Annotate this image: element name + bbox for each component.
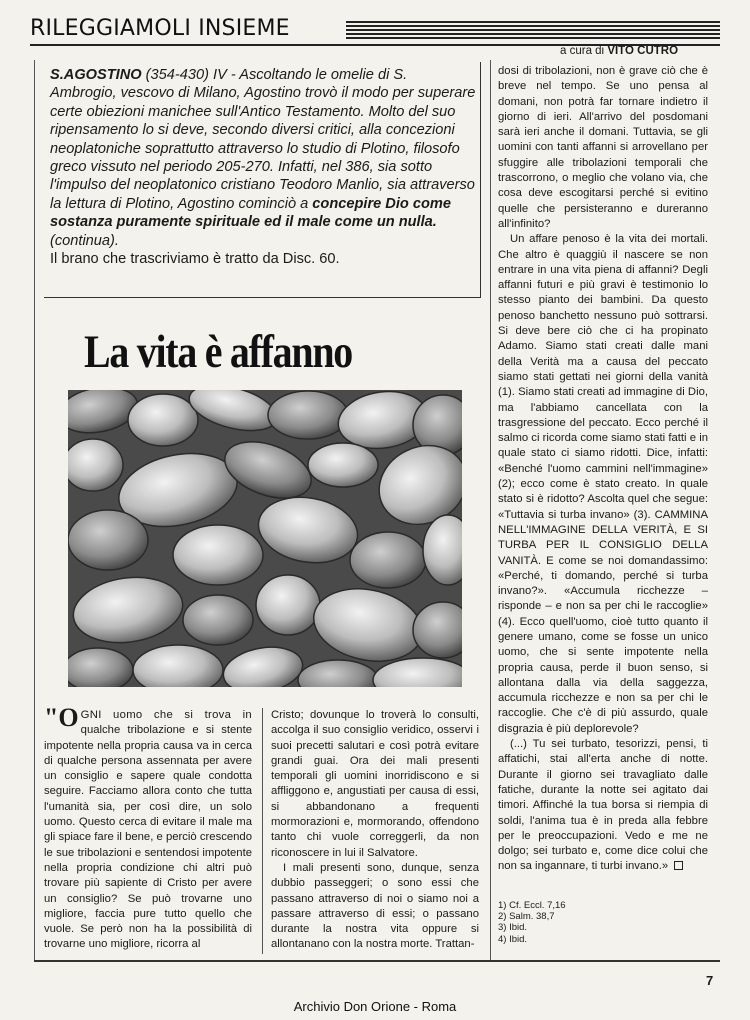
footnote: 1) Cf. Eccl. 7,16: [498, 900, 566, 911]
curator-name: VITO CUTRO: [607, 45, 679, 57]
column-1-paragraph: qualche tribolazione e si stente impotente nella propria causa va in cerca di qualche persona assennata per avere un consiglio e sapere quale condotta seguire. Facciamo allora conto che tutta l'umanità sia, per così dire, un solo uomo. Questo cerca di evitare il male ma gli spiace fare il bene, e perciò crescendo le sue tribolazioni e sentendosi impotente nella propria condizione chi altri può trovare più sapiente di Cristo per avere un consiglio? Se può trovarne uno migliore, faccia pure tutto quello che vuole. Se però non ha la possibilità di trovarne uno migliore, ricorra al: [44, 724, 252, 951]
intro-bold: concepire Dio come sostanza puramente spirituale ed il male come un nulla.: [50, 195, 451, 231]
pebbles-photo: [68, 390, 462, 687]
bottom-rule: [34, 960, 720, 962]
end-mark-icon: [674, 861, 683, 870]
curator-credit: [560, 45, 678, 57]
footnote: 2) Salm. 38,7: [498, 911, 555, 923]
section-title: RILEGGIAMOLI INSIEME: [30, 16, 290, 41]
intro-author: S.AGOSTINO: [50, 67, 142, 83]
header-decorative-lines: [346, 21, 720, 39]
footnote: 4) Ibid.: [498, 933, 528, 945]
column-3-paragraph-3-text: (...) Tu sei turbato, tesorizzi, pensi, ti affatichi, stai all'erta anche di notte. Durante il giorno sei travagliato dalle fatiche, durante la notte sei agitato dai timori. Affinché la tua borsa si riempia di soldi, l'anima tua è in preda alla febbre per le preoccupazioni. Vedo e me ne dolgo; sei turbato e, come dice colui che non sa ingannare, ti turbi invano.»: [498, 738, 708, 873]
section-header: [30, 14, 720, 46]
article-column-3: [498, 64, 708, 875]
intro-source: Il brano che trascriviamo è tratto da Disc. 60.: [50, 251, 340, 268]
column-separator: [262, 708, 263, 954]
footnote: 3) Ibid.: [498, 922, 528, 934]
column-2-paragraph-2: I mali presenti sono, dunque, senza dubbio passeggeri; o sono essi che passano attraverso di noi o siamo noi a passare attraverso di essi; o passano durante la nostra vita oppure si allontanano con la nostra morte. Trattan-: [271, 861, 479, 951]
intro-text: [50, 66, 476, 268]
column-3-paragraph-3: [498, 737, 708, 875]
pebbles-image: [68, 390, 462, 687]
dropcap: "O: [44, 703, 79, 732]
column-3-paragraph-1: dosi di tribolazioni, non è grave ciò che è breve nel tempo. Se uno pensa al domani, non potrà far tornare indietro il giorno di ieri. All'arrivo del posdomani sarà ieri anche il domani. Tuttavia, se gli uomini con tanti affanni si arrovellano per sfuggire alle tribolazioni temporali che trascorrono, o meglio che volano via, che cosa deve escogitarsi perché si evitino quelle che persisteranno e dureranno all'infinito?: [498, 65, 708, 230]
column-2-paragraph-1: Cristo; dovunque lo troverà lo consulti, accolga il suo consiglio veridico, osservi i suoi precetti salutari e così potrà evitare grandi guai. Ora dei mali presenti temporali gli uomini inorridiscono e si affliggono e, angustiati per causa di essi, si abbandonano a frequenti mormorazioni e, mormorando, offendono tanto chi vuole correggerli, da non riconoscere in lui il Salvatore.: [271, 709, 479, 859]
lead-caps: GNI uomo che si trova in: [80, 709, 252, 721]
column-3-paragraph-2: Un affare penoso è la vita dei mortali. Che altro è quaggiù il nascere se non entrare in una vita piena di affanni? Degli affanni futuri e più gravi è testimonio lo stesso pianto dei bambini. Da questo penoso banchetto nessuno può sottrarsi. Si deve bere ciò che ci ha propinato Adamo. Siamo stati creati dalle mani della Verità ma a causa del peccato siamo stati gettati nei giorni della vanità (1). Siamo stati creati ad immagine di Dio, ma l'abbiamo cancellata con la trasgressione del peccato. Ecco perché il salmo ci ricorda come siamo stati fatti e in quale stato ci siamo ridotti. Dice, infatti: «Benché l'uomo cammini nell'immagine» (2); ecco come è stato creato. In quale stato si è ridotto? Ascolta quel che segue: «Tuttavia si turba invano» (3). CAMMINA NELL'IMMAGINE DELLA VERITÀ, E SI TURBA PER IL CONSIGLIO DELLA VANITÀ. E come se noi domandassimo: «Perché, ti domando, perché si turba invano?». «Accumula ricchezze – risponde – e non sa per chi le raccoglie» (4). Ecco quell'uomo, cioè tutto quanto il genere umano, come se fosse un unico uomo, che si sente impotente nella propria causa, perde il buon senso, si allontana dalla via della saggezza, accumula ricchezze e non sa per chi le raccoglie. Che c'è di più assurdo, quale disgrazia è più deplorevole?: [498, 233, 708, 735]
article-column-1: [44, 703, 252, 953]
curator-prefix: a cura di: [560, 45, 608, 57]
article-column-2: [271, 708, 479, 953]
column-divider: [490, 60, 491, 960]
article-headline: La vita è affanno: [84, 326, 352, 378]
footnotes: [498, 900, 698, 945]
left-border: [34, 60, 35, 960]
intro-continua: (continua).: [50, 232, 119, 249]
intro-box: [44, 62, 481, 298]
page-number: 7: [706, 973, 714, 988]
intro-body: (354-430) IV - Ascoltando le omelie di S. Ambrogio, vescovo di Milano, Agostino trovò il modo per superare certe obiezioni manichee sull'Antico Testamento. Molto del suo ripensamento lo si deve, secondo diversi critici, alla concezioni neoplatoniche soprattutto attraverso lo studio di Plotino, filosofo greco vissuto nel periodo 205-270. Infatti, nel 386, sia sotto l'impulso del neoplatonico cristiano Teodoro Manlio, sia attraverso la lettura di Plotino, Agostino cominciò a: [50, 67, 476, 212]
archive-caption: Archivio Don Orione - Roma: [293, 999, 457, 1014]
